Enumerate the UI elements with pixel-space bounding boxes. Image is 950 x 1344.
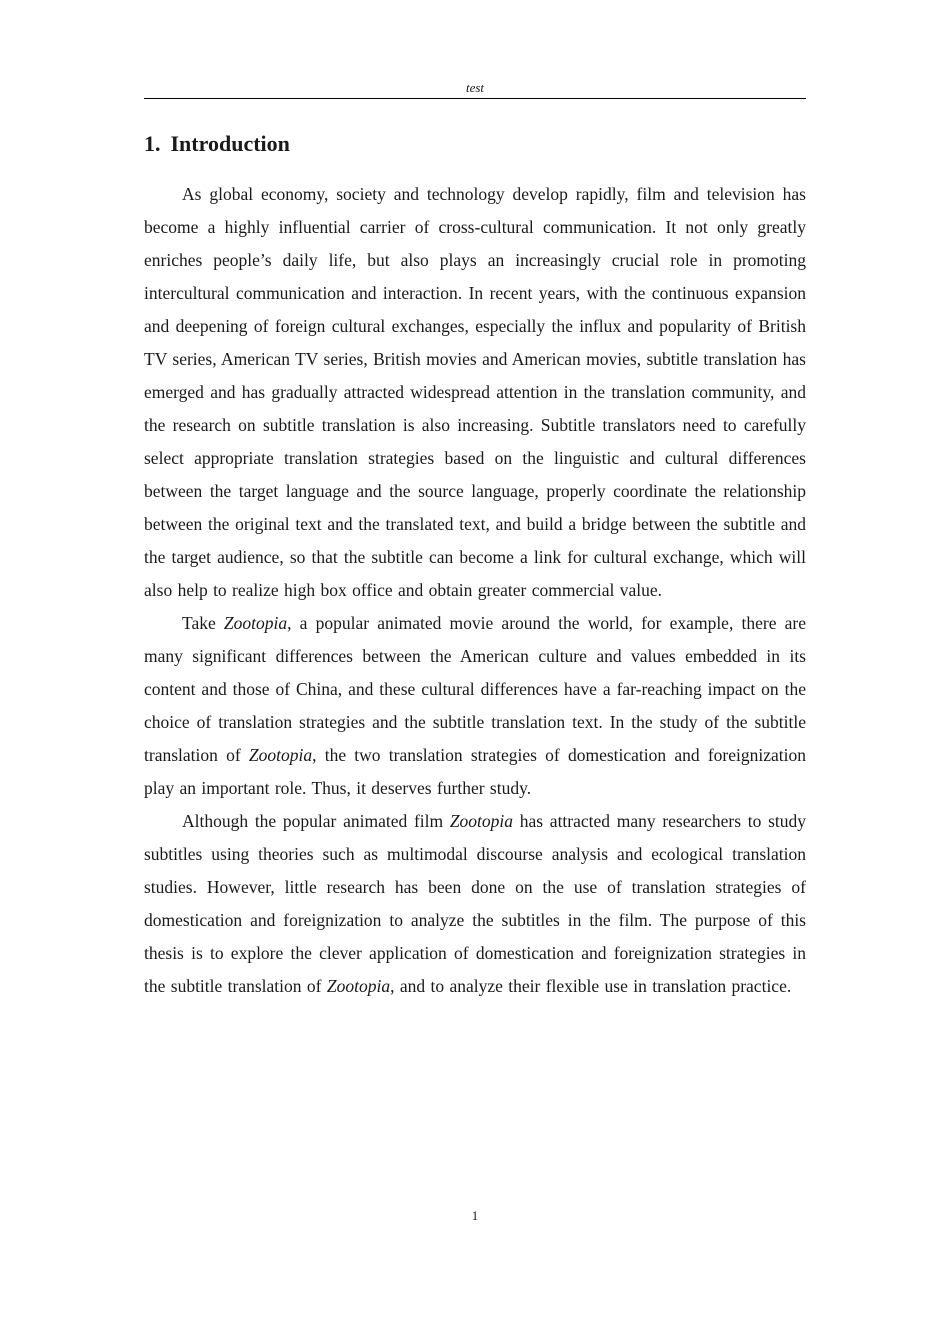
film-title: Zootopia <box>223 613 288 633</box>
body-text <box>144 178 806 1003</box>
paragraph-2 <box>144 607 806 805</box>
paragraph-1 <box>144 178 806 607</box>
film-title: Zootopia <box>449 811 514 831</box>
film-title: Zootopia <box>248 745 313 765</box>
section-heading <box>144 130 290 158</box>
text-segment: Although the popular animated film <box>182 811 450 831</box>
header-rule <box>144 98 806 99</box>
section-title: Introduction <box>170 131 290 156</box>
running-header: test <box>465 80 485 95</box>
section-number: 1. <box>144 131 161 156</box>
text-segment: , the two translation strategies of domestication and foreignization play an important role. Thus, it deserves further study. <box>144 745 806 798</box>
text-segment: As global economy, society and technology develop rapidly, film and television has become a highly influential carrier of cross-cultural communication. It not only greatly enriches people’s daily life, but also plays an increasingly crucial role in promoting intercultural communication and interaction. In recent years, with the continuous expansion and deepening of foreign cultural exchanges, especially the influx and popularity of British TV series, American TV series, British movies and American movies, subtitle translation has emerged and has gradually attracted widespread attention in the translation community, and the research on subtitle translation is also increasing. Subtitle translators need to carefully select appropriate translation strategies based on the linguistic and cultural differences between the target language and the source language, properly coordinate the relationship between the original text and the translated text, and build a bridge between the subtitle and the target audience, so that the subtitle can become a link for cultural exchange, which will also help to realize high box office and obtain greater commercial value. <box>144 184 806 600</box>
page-number: 1 <box>471 1208 479 1223</box>
paragraph-3 <box>144 805 806 1003</box>
film-title: Zootopia <box>326 976 391 996</box>
text-segment: , a popular animated movie around the world, for example, there are many significant differences between the American culture and values embedded in its content and those of China, and these cultural differences have a far-reaching impact on the choice of translation strategies and the subtitle translation text. In the study of the subtitle translation of <box>144 613 806 765</box>
text-segment: Take <box>182 613 224 633</box>
text-segment: , and to analyze their flexible use in translation practice. <box>390 976 792 996</box>
text-segment: has attracted many researchers to study subtitles using theories such as multimodal discourse analysis and ecological translation studies. However, little research has been done on the use of translation strategies of domestication and foreignization to analyze the subtitles in the film. The purpose of this thesis is to explore the clever application of domestication and foreignization strategies in the subtitle translation of <box>144 811 806 996</box>
